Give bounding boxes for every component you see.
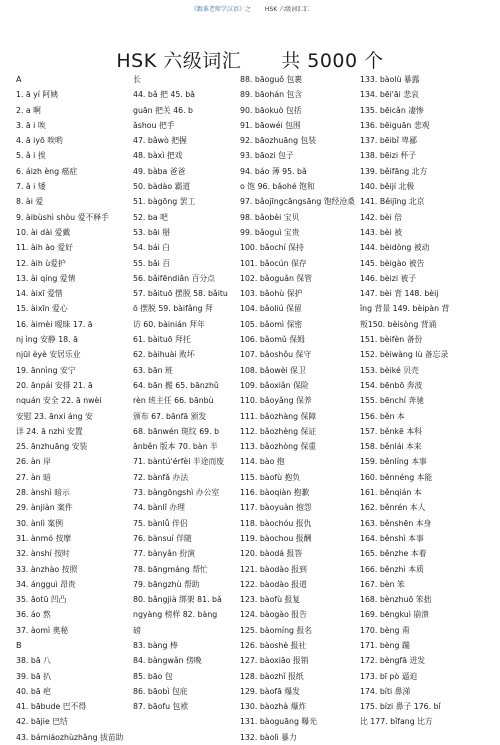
vocab-entry: 155. bēnchí 奔驰 bbox=[360, 396, 424, 406]
vocab-entry: 37. àomì 奥秘 bbox=[16, 625, 69, 635]
vocab-entry: 125. bàomíng 报名 bbox=[240, 625, 313, 635]
vocab-entry: 访 60. bàinián 拜年 bbox=[133, 319, 205, 329]
vocab-entry: 4. ā iyō 唉哟 bbox=[16, 136, 63, 146]
vocab-entry: 112. bǎozhèng 保证 bbox=[240, 426, 317, 436]
vocab-entry: 103. bǎohù 保护 bbox=[240, 289, 303, 299]
vocab-entry: 161. běnqián 本 bbox=[360, 488, 422, 498]
vocab-entry: 165. běnzhe 本着 bbox=[360, 549, 427, 559]
page-title bbox=[0, 46, 500, 73]
vocab-entry: 137. bēibǐ 卑鄙 bbox=[360, 136, 417, 146]
vocab-entry: 166. běnzhì 本质 bbox=[360, 564, 424, 574]
vocab-entry: 75. bànlǚ 伴侣 bbox=[133, 518, 188, 528]
vocab-column-3 bbox=[240, 72, 355, 745]
vocab-entry: 136. bēiguān 悲观 bbox=[360, 120, 430, 130]
vocab-entry: 34. ángguì 昂贵 bbox=[16, 579, 76, 589]
vocab-entry: 25. ānzhuāng 安装 bbox=[16, 442, 88, 452]
vocab-entry: 99. bǎoguì 宝贵 bbox=[240, 227, 300, 237]
vocab-entry: 152. bèiwàng lù 备忘录 bbox=[360, 350, 449, 360]
vocab-entry: rèn 班主任 66. bānbù bbox=[133, 396, 214, 406]
vocab-entry: 52. ba 吧 bbox=[133, 212, 168, 222]
vocab-entry: 122. bàodào 报道 bbox=[240, 579, 307, 589]
vocab-entry: 71. bàntú'érfèi 半途而废 bbox=[133, 457, 225, 467]
vocab-entry: nquán 安全 22. ā nwèi bbox=[16, 396, 102, 406]
vocab-entry: 142. bèi 倍 bbox=[360, 212, 403, 222]
vocab-entry: 88. bāoguǒ 包裹 bbox=[240, 75, 303, 84]
vocab-entry: 151. bèifèn 备份 bbox=[360, 335, 423, 345]
vocab-entry: 101. bǎocún 保存 bbox=[240, 258, 307, 268]
vocab-entry: 132. bàolì 暴力 bbox=[240, 732, 297, 742]
vocab-entry: 117. bàoyuàn 抱怨 bbox=[240, 503, 312, 513]
vocab-entry: nj ìng 安静 18. ā bbox=[16, 335, 78, 345]
vocab-entry: 109. bǎoxiǎn 保险 bbox=[240, 380, 309, 390]
vocab-entry: 105. bǎomì 保密 bbox=[240, 319, 303, 329]
vocab-entry: ngyàng 榜样 82. bàng bbox=[133, 610, 218, 620]
vocab-entry: 7. ǎ i 矮 bbox=[16, 182, 46, 192]
vocab-entry: ǐng 背景 149. bèipàn 背 bbox=[360, 304, 450, 314]
vocab-entry: 8. ài 爱 bbox=[16, 197, 44, 207]
vocab-entry: 146. bèizi 被子 bbox=[360, 273, 417, 283]
vocab-entry: 129. bàofā 爆发 bbox=[240, 686, 300, 696]
vocab-entry: njūl èyè 安居乐业 bbox=[16, 350, 81, 360]
vocab-entry: 102. bǎoguǎn 保管 bbox=[240, 273, 313, 283]
vocab-entry: 颁布 67. bānfā 颁发 bbox=[133, 411, 207, 421]
vocab-entry: 32. ànshí 按时 bbox=[16, 549, 70, 559]
vocab-entry: 6. áizh èng 癌症 bbox=[16, 166, 78, 176]
vocab-entry: 164. běnshì 本事 bbox=[360, 533, 424, 543]
vocab-entry: 86. bāobì 包庇 bbox=[133, 686, 188, 696]
section-letter: A bbox=[16, 75, 22, 84]
vocab-entry: 长 bbox=[133, 75, 141, 84]
vocab-entry: 36. áo 熬 bbox=[16, 610, 51, 620]
vocab-entry: 27. àn 暗 bbox=[16, 472, 51, 482]
vocab-entry: 140. běijí 北极 bbox=[360, 182, 415, 192]
vocab-entry: 134. bēi'āi 悲哀 bbox=[360, 90, 419, 100]
vocab-entry: 118. bàochóu 报仇 bbox=[240, 518, 312, 528]
vocab-entry: 51. bàgōng 罢工 bbox=[133, 197, 196, 207]
vocab-entry: 168. bènzhuō 笨拙 bbox=[360, 595, 432, 605]
vocab-entry: 63. bān 班 bbox=[133, 365, 173, 375]
vocab-entry: 107. bǎoshǒu 保守 bbox=[240, 350, 312, 360]
header-doc-name: HSK 六级词汇汇 bbox=[264, 6, 310, 13]
vocab-entry: 106. bǎomǔ 保姆 bbox=[240, 335, 305, 345]
vocab-entry: 126. bàoshè 报社 bbox=[240, 640, 307, 650]
vocab-entry: 156. běn 本 bbox=[360, 411, 405, 421]
vocab-entry: 2. a 啊 bbox=[16, 105, 41, 115]
vocab-entry: 43. bámiáozhùzhǎng 拔苗助 bbox=[16, 732, 124, 742]
vocab-entry: 141. Běijīng 北京 bbox=[360, 197, 425, 207]
vocab-entry: 47. bǎwò 把握 bbox=[133, 136, 187, 146]
vocab-entry: 93. bāozi 包子 bbox=[240, 151, 294, 161]
vocab-entry: 157. běnkē 本科 bbox=[360, 426, 422, 436]
vocab-entry: 3. ā i 唉 bbox=[16, 120, 46, 130]
vocab-entry: 171. bèng 蹦 bbox=[360, 640, 410, 650]
vocab-entry: 57. bǎituō 摆脱 58. bǎitu bbox=[133, 289, 228, 299]
page-header bbox=[0, 4, 500, 13]
vocab-entry: 159. běnlíng 本事 bbox=[360, 457, 427, 467]
vocab-entry: 92. bāozhuāng 包装 bbox=[240, 136, 317, 146]
vocab-entry: 61. bàituō 拜托 bbox=[133, 335, 191, 345]
vocab-entry: 139. běifāng 北方 bbox=[360, 166, 428, 176]
vocab-entry: 比 177. bǐfang 比方 bbox=[360, 717, 433, 727]
title-count: 共 5000 个 bbox=[281, 50, 384, 72]
vocab-entry: 56. bǎifēndiǎn 百分点 bbox=[133, 273, 215, 283]
vocab-entry: 74. bànlǐ 办理 bbox=[133, 503, 185, 513]
vocab-entry: 83. bàng 棒 bbox=[133, 640, 178, 650]
vocab-entry: o 饱 96. bǎohé 饱和 bbox=[240, 182, 315, 192]
vocab-entry: 153. bèiké 贝壳 bbox=[360, 365, 419, 375]
vocab-entry: 叛150. bèisòng 背诵 bbox=[360, 319, 437, 329]
vocab-entry: 162. běnrén 本人 bbox=[360, 503, 426, 513]
vocab-entry: 78. bāngmáng 帮忙 bbox=[133, 564, 208, 574]
vocab-entry: 167. bèn 笨 bbox=[360, 579, 405, 589]
vocab-entry: ǎnběn 版本 70. bàn 半 bbox=[133, 442, 218, 452]
vocab-entry: 160. běnnéng 本能 bbox=[360, 472, 433, 482]
vocab-entry: 30. ànlì 案例 bbox=[16, 518, 64, 528]
vocab-entry: 31. ànmó 按摩 bbox=[16, 533, 72, 543]
vocab-entry: 127. bàoxiāo 报销 bbox=[240, 656, 309, 666]
vocab-entry: 12. àih ù爱护 bbox=[16, 258, 66, 268]
vocab-entry: 94. báo 薄 95. bǎ bbox=[240, 166, 307, 176]
vocab-column-2 bbox=[133, 72, 233, 714]
vocab-entry: 76. bànsuí 伴随 bbox=[133, 533, 192, 543]
section-letter: B bbox=[16, 640, 22, 650]
vocab-entry: 29. ànjiàn 案件 bbox=[16, 503, 73, 513]
vocab-entry: 119. bàochou 报酬 bbox=[240, 533, 312, 543]
vocab-entry: 173. bī pò 逼迫 bbox=[360, 671, 418, 681]
vocab-entry: 145. bèigào 被告 bbox=[360, 258, 425, 268]
vocab-entry: 16. àimèi 暧昧 17. ā bbox=[16, 319, 93, 329]
vocab-entry: 110. bǎoyǎng 保养 bbox=[240, 396, 312, 406]
vocab-entry: 9. àibùshì shòu 爱不释手 bbox=[16, 212, 109, 222]
vocab-entry: 13. ài qíng 爱情 bbox=[16, 273, 76, 283]
vocab-entry: 68. bānwén 斑纹 69. b bbox=[133, 426, 220, 436]
vocab-entry: 42. bājie 巴结 bbox=[16, 717, 68, 727]
vocab-entry: ǎshou 把手 bbox=[133, 120, 175, 130]
vocab-entry: 39. bā 扒 bbox=[16, 671, 51, 681]
vocab-entry: 1. ā yí 阿姨 bbox=[16, 90, 59, 100]
vocab-entry: 53. bāi 掰 bbox=[133, 227, 171, 237]
vocab-entry: 10. ài dài 爱戴 bbox=[16, 227, 71, 237]
vocab-entry: 5. ǎ i 挨 bbox=[16, 151, 46, 161]
vocab-entry: 172. bèngfā 迸发 bbox=[360, 656, 426, 666]
vocab-entry: 详 24. ā nzhì 安置 bbox=[16, 426, 83, 436]
vocab-entry: 170. bèng 甭 bbox=[360, 625, 410, 635]
vocab-entry: 121. bàodào 报到 bbox=[240, 564, 307, 574]
vocab-entry: 38. bā 八 bbox=[16, 656, 51, 666]
vocab-entry: 62. bàihuài 败坏 bbox=[133, 350, 195, 360]
vocab-entry: 72. bànfǎ 办法 bbox=[133, 472, 189, 482]
vocab-entry: 80. bǎngjià 绑架 81. bǎ bbox=[133, 595, 222, 605]
vocab-entry: 73. bàngōngshì 办公室 bbox=[133, 488, 220, 498]
vocab-entry: 44. bǎ 把 45. bǎ bbox=[133, 90, 195, 100]
vocab-entry: 135. bēicǎn 凄惨 bbox=[360, 105, 424, 115]
vocab-entry: 90. bāokuò 包括 bbox=[240, 105, 302, 115]
vocab-entry: 158. běnlái 本来 bbox=[360, 442, 422, 452]
vocab-entry: 33. ànzhào 按照 bbox=[16, 564, 78, 574]
vocab-entry: 85. bāo 包 bbox=[133, 671, 173, 681]
vocab-entry: 100. bǎochí 保持 bbox=[240, 243, 304, 253]
vocab-entry: 安慰 23. ānxi áng 安 bbox=[16, 411, 93, 421]
vocab-entry: 98. bǎobèi 宝贝 bbox=[240, 212, 300, 222]
vocab-entry: 128. bàozhǐ 报纸 bbox=[240, 671, 304, 681]
vocab-entry: 131. bàoguāng 曝光 bbox=[240, 717, 317, 727]
header-source-note: 《跟谁老师学汉语》之 bbox=[190, 6, 251, 13]
title-main: HSK 六级词汇 bbox=[116, 50, 242, 72]
vocab-entry: 35. āotū 凹凸 bbox=[16, 595, 67, 605]
vocab-entry: 64. bān 搬 65. bānzhǔ bbox=[133, 380, 219, 390]
vocab-entry: 97. bǎojīngcāngsāng 饱经沧桑 bbox=[240, 197, 355, 207]
vocab-entry: 114. bào 抱 bbox=[240, 457, 285, 467]
vocab-entry: 124. bàogào 报告 bbox=[240, 610, 307, 620]
vocab-entry: 104. bǎoliú 保留 bbox=[240, 304, 302, 314]
vocab-entry: 163. běnshēn 本身 bbox=[360, 518, 432, 528]
vocab-entry: ō 摆脱 59. bàifǎng 拜 bbox=[133, 304, 213, 314]
vocab-entry: 174. bíti 鼻涕 bbox=[360, 686, 411, 696]
vocab-entry: 154. bēnbō 奔波 bbox=[360, 380, 423, 390]
vocab-entry: 133. bàolù 暴露 bbox=[360, 75, 420, 84]
vocab-entry: 147. bèi 背 148. bèij bbox=[360, 289, 439, 299]
vocab-entry: 144. bèidòng 被动 bbox=[360, 243, 430, 253]
vocab-entry: 11. àih ào 爱好 bbox=[16, 243, 73, 253]
vocab-entry: 41. bābude 巴不得 bbox=[16, 702, 87, 712]
vocab-entry: 108. bǎowèi 保卫 bbox=[240, 365, 306, 375]
vocab-entry: 115. bàofù 抱负 bbox=[240, 472, 301, 482]
vocab-entry: 175. bízi 鼻子 176. bǐ bbox=[360, 702, 441, 712]
vocab-entry: 26. àn 岸 bbox=[16, 457, 51, 467]
vocab-entry: 50. bàdào 霸道 bbox=[133, 182, 191, 192]
vocab-entry: 143. bèi 被 bbox=[360, 227, 403, 237]
vocab-entry: 20. ānpái 安排 21. ā bbox=[16, 380, 93, 390]
vocab-entry: 111. bǎozhàng 保障 bbox=[240, 411, 317, 421]
vocab-entry: 113. bǎozhòng 保重 bbox=[240, 442, 317, 452]
vocab-entry: 28. ànshì 暗示 bbox=[16, 488, 70, 498]
vocab-entry: 138. bēizi 杯子 bbox=[360, 151, 417, 161]
vocab-entry: 54. bái 白 bbox=[133, 243, 171, 253]
vocab-entry: 120. bàodá 报答 bbox=[240, 549, 303, 559]
vocab-entry: 91. bāowéi 包围 bbox=[240, 120, 301, 130]
vocab-entry: 169. bēngkuì 崩溃 bbox=[360, 610, 429, 620]
vocab-entry: 49. bàba 爸爸 bbox=[133, 166, 186, 176]
vocab-entry: 116. bàoqiàn 抱歉 bbox=[240, 488, 310, 498]
vocab-entry: 19. ānnìng 安宁 bbox=[16, 365, 76, 375]
vocab-column-4 bbox=[360, 72, 460, 730]
vocab-entry: 89. bāohán 包含 bbox=[240, 90, 303, 100]
vocab-entry: 磅 bbox=[133, 625, 141, 635]
vocab-column-1 bbox=[16, 72, 124, 745]
vocab-entry: guān 把关 46. b bbox=[133, 105, 193, 115]
vocab-entry: 77. bànyǎn 扮演 bbox=[133, 549, 195, 559]
vocab-entry: 123. bàofù 报复 bbox=[240, 595, 301, 605]
vocab-entry: 15. àixīn 爱心 bbox=[16, 304, 68, 314]
vocab-entry: 40. bā 疤 bbox=[16, 686, 51, 696]
vocab-entry: 55. bǎi 百 bbox=[133, 258, 171, 268]
vocab-entry: 87. bāofu 包袱 bbox=[133, 702, 189, 712]
vocab-entry: 130. bàozhà 爆炸 bbox=[240, 702, 307, 712]
vocab-entry: 48. bàxì 把戏 bbox=[133, 151, 183, 161]
vocab-entry: 84. bàngwǎn 傍晚 bbox=[133, 656, 202, 666]
vocab-entry: 79. bāngzhù 帮助 bbox=[133, 579, 200, 589]
vocab-entry: 14. àixī 爱惜 bbox=[16, 289, 63, 299]
